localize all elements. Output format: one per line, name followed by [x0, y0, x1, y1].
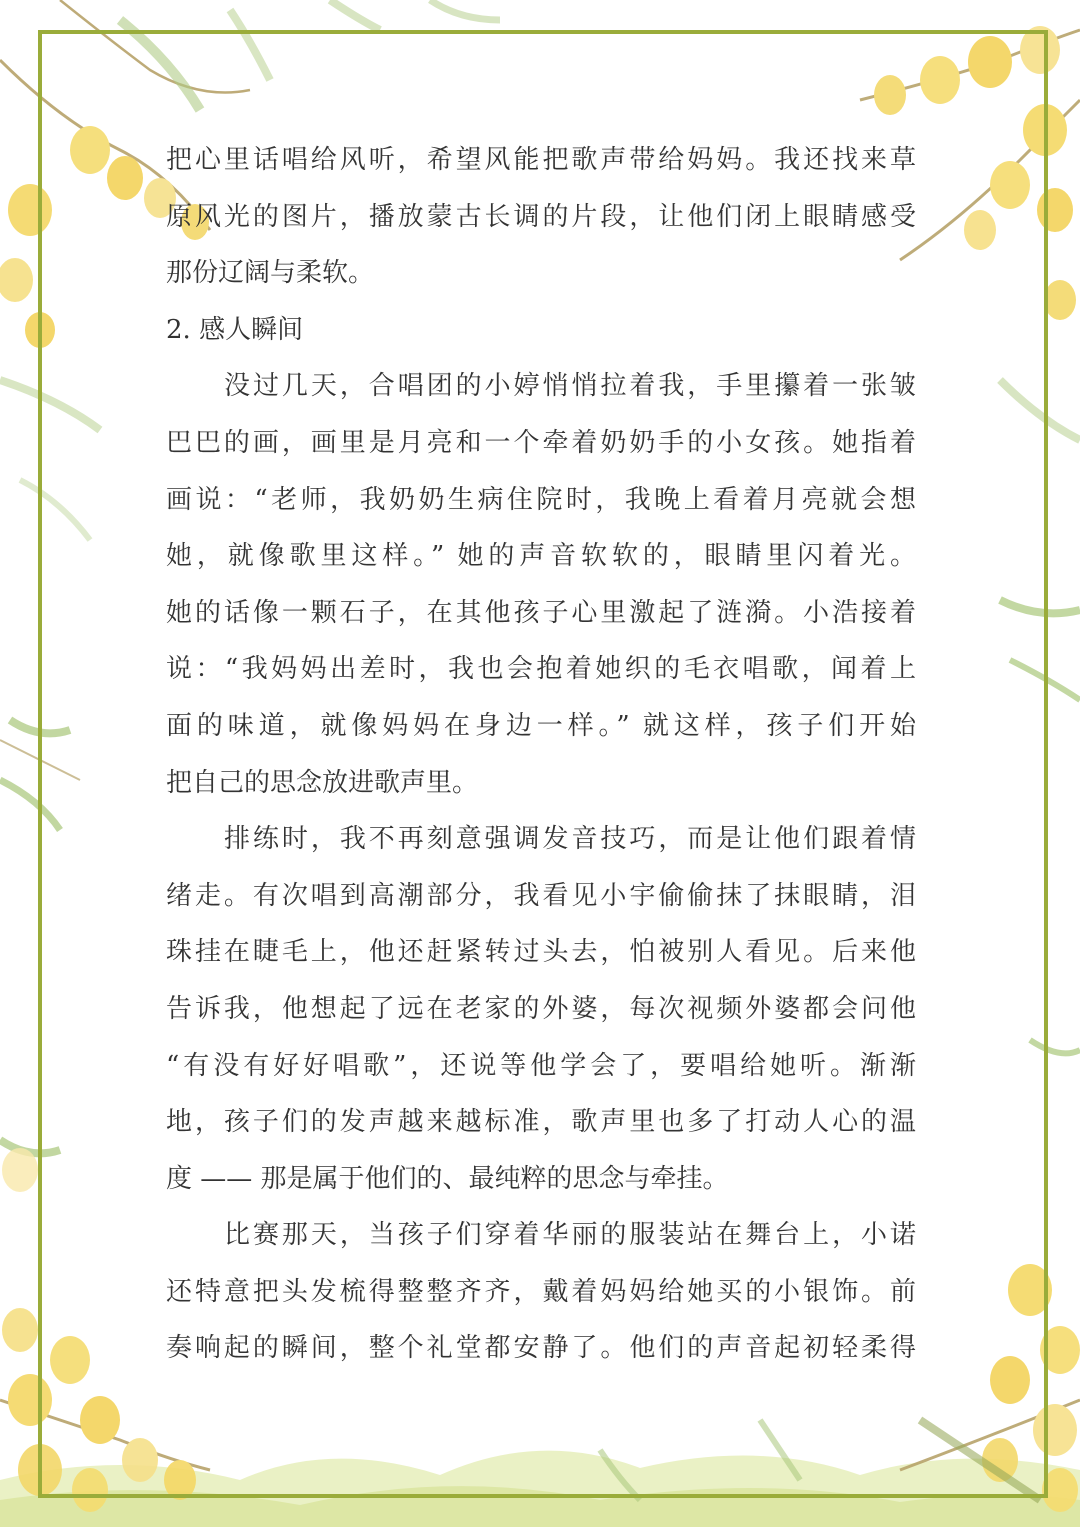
text-line: 原风光的图片，播放蒙古长调的片段，让他们闭上眼睛感受: [166, 201, 916, 232]
text-line: 绪走。有次唱到高潮部分，我看见小宇偷偷抹了抹眼睛，泪: [166, 880, 916, 911]
paragraph-3: [166, 1207, 916, 1377]
paragraph-intro: [166, 132, 916, 302]
text-line: 她的话像一颗石子，在其他孩子心里激起了涟漪。小浩接着: [166, 597, 916, 628]
text-line: 她，就像歌里这样。” 她的声音软软的，眼睛里闪着光。: [166, 541, 916, 572]
text-line: 地，孩子们的发声越来越标准，歌声里也多了打动人心的温: [166, 1107, 916, 1138]
paragraph-1: [166, 358, 916, 811]
text-line: “有没有好好唱歌”，还说等他学会了，要唱给她听。渐渐: [166, 1050, 916, 1081]
text-line: 画说：“老师，我奶奶生病住院时，我晚上看着月亮就会想: [166, 484, 916, 515]
text-line: 珠挂在睫毛上，他还赶紧转过头去，怕被别人看见。后来他: [166, 937, 916, 968]
text-line: 面的味道，就像妈妈在身边一样。” 就这样，孩子们开始: [166, 710, 916, 741]
text-line: 还特意把头发梳得整整齐齐，戴着妈妈给她买的小银饰。前: [166, 1276, 916, 1307]
document-body: [166, 132, 916, 1377]
text-line: 奏响起的瞬间，整个礼堂都安静了。他们的声音起初轻柔得: [166, 1333, 916, 1364]
text-line: 度 —— 那是属于他们的、最纯粹的思念与牵挂。: [166, 1163, 729, 1194]
text-line: 巴巴的画，画里是月亮和一个牵着奶奶手的小女孩。她指着: [166, 427, 916, 458]
text-line: 没过几天，合唱团的小婷悄悄拉着我，手里攥着一张皱: [224, 371, 916, 402]
text-line: 排练时，我不再刻意强调发音技巧，而是让他们跟着情: [224, 824, 916, 855]
section-heading: 2. 感人瞬间: [166, 314, 304, 345]
text-line: 那份辽阔与柔软。: [166, 258, 375, 289]
text-line: 告诉我，他想起了远在老家的外婆，每次视频外婆都会问他: [166, 993, 916, 1024]
paragraph-2: [166, 811, 916, 1207]
text-line: 把自己的思念放进歌声里。: [166, 767, 479, 798]
text-line: 说：“我妈妈出差时，我也会抱着她织的毛衣唱歌，闻着上: [166, 654, 916, 685]
text-line: 把心里话唱给风听，希望风能把歌声带给妈妈。我还找来草: [166, 145, 916, 175]
text-line: 比赛那天，当孩子们穿着华丽的服装站在舞台上，小诺: [224, 1220, 916, 1251]
